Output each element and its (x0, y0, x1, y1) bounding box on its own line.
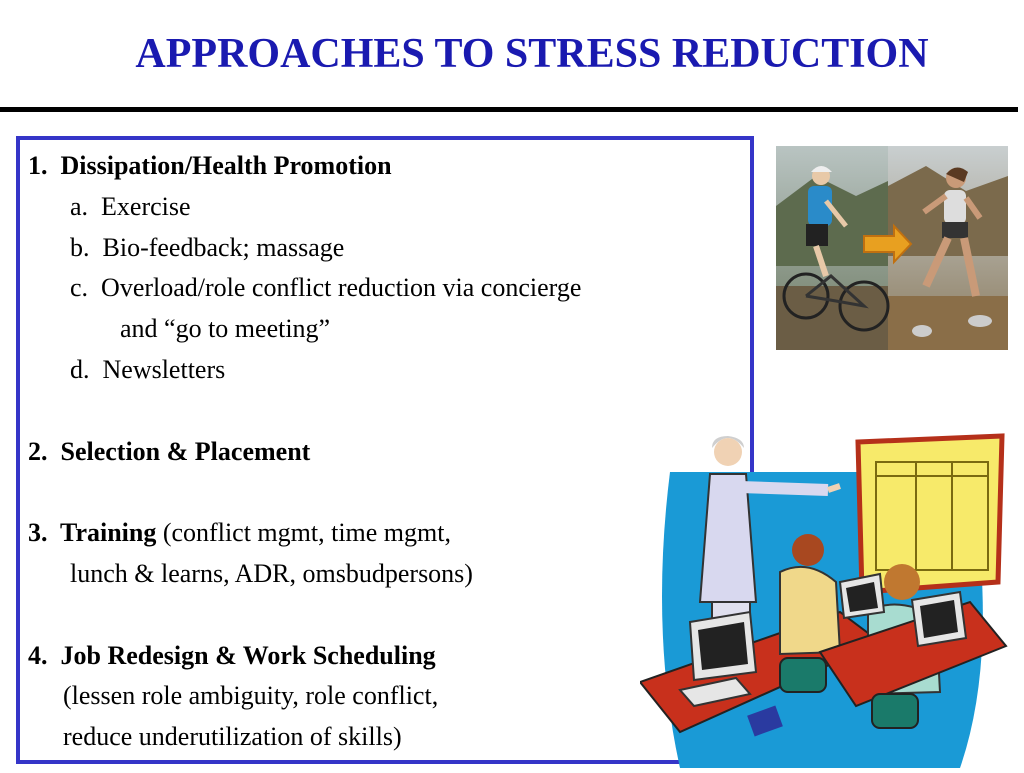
item-1b-text: Bio-feedback; massage (102, 232, 345, 262)
item-1 (28, 146, 758, 187)
item-4-detail2: reduce underutilization of skills) (63, 722, 402, 752)
item-1a-letter: a. (70, 191, 89, 221)
slide-title: APPROACHES TO STRESS REDUCTION (135, 31, 929, 77)
item-1b-letter: b. (70, 232, 90, 262)
item-2-number: 2. (28, 436, 48, 466)
item-1c-continued-text: and “go to meeting” (120, 314, 331, 344)
spacer (28, 391, 758, 432)
item-3-number: 3. (28, 518, 48, 548)
item-4-number: 4. (28, 640, 48, 670)
item-1d-letter: d. (70, 354, 90, 384)
item-4-heading: Job Redesign & Work Scheduling (60, 640, 436, 670)
item-1b (28, 228, 758, 269)
item-1d-text: Newsletters (102, 354, 226, 384)
item-1-heading: Dissipation/Health Promotion (60, 151, 392, 180)
item-3-detail2: lunch & learns, ADR, omsbudpersons) (70, 558, 473, 588)
clipart-illustration (640, 432, 1020, 768)
item-1c-text: Overload/role conflict reduction via concierge (101, 273, 582, 303)
title-divider (0, 107, 1018, 112)
cyclist-runner-photo (776, 146, 1008, 350)
item-1d (28, 350, 758, 391)
item-3-detail: (conflict mgmt, time mgmt, (162, 518, 451, 548)
item-1a-text: Exercise (101, 191, 191, 221)
office-training-clipart (640, 432, 1020, 768)
item-1c-letter: c. (70, 273, 89, 303)
photo-illustration (776, 146, 1008, 350)
item-1c-continued (28, 309, 758, 350)
item-1a (28, 187, 758, 228)
item-4-detail: (lessen role ambiguity, role conflict, (63, 681, 439, 711)
item-1-number: 1. (28, 151, 48, 180)
item-2-heading: Selection & Placement (60, 436, 311, 466)
item-3-heading: Training (60, 518, 157, 548)
item-1c (28, 268, 758, 309)
